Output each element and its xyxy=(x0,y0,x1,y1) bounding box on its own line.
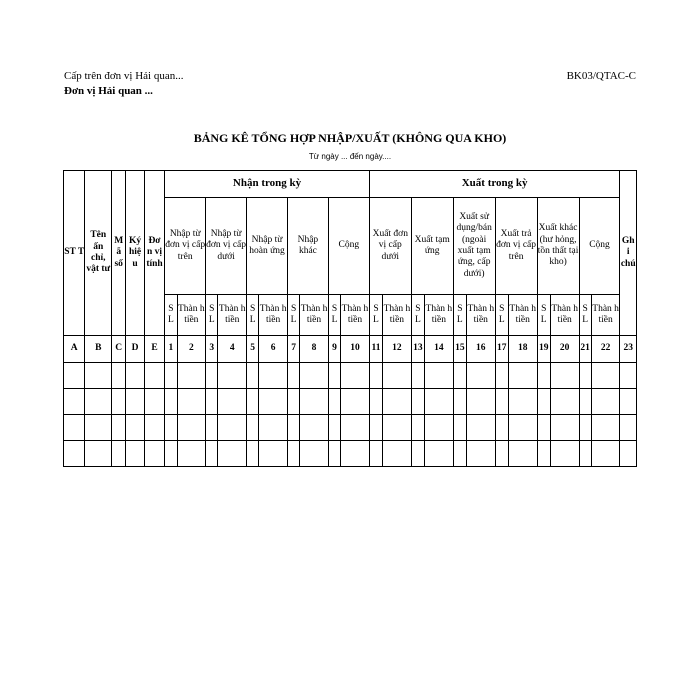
index-cell: 20 xyxy=(550,336,579,363)
amount-header: Thàn h tiền xyxy=(300,295,329,336)
table-cell[interactable] xyxy=(411,363,424,389)
table-cell[interactable] xyxy=(218,389,247,415)
receipt-col: Nhập từ đơn vị cấp trên xyxy=(165,198,206,295)
agency-label: Đơn vị Hải quan ... xyxy=(64,85,153,97)
table-cell[interactable] xyxy=(287,363,299,389)
table-cell[interactable] xyxy=(177,363,206,389)
table-cell[interactable] xyxy=(453,389,466,415)
table-cell[interactable] xyxy=(126,441,144,467)
issue-col: Xuất khác (hư hỏng, tồn thất tại kho) xyxy=(537,198,579,295)
table-row xyxy=(64,415,637,441)
amount-header: Thàn h tiền xyxy=(341,295,370,336)
table-cell[interactable] xyxy=(495,389,508,415)
table-cell[interactable] xyxy=(64,415,85,441)
amount-header: Thàn h tiền xyxy=(508,295,537,336)
table-cell[interactable] xyxy=(247,441,259,467)
table-cell[interactable] xyxy=(369,441,382,467)
period-label: Từ ngày ... đến ngày.... xyxy=(308,152,392,161)
table-cell[interactable] xyxy=(206,389,218,415)
table-cell[interactable] xyxy=(112,441,126,467)
table-cell[interactable] xyxy=(591,389,620,415)
index-cell: 6 xyxy=(259,336,288,363)
table-cell[interactable] xyxy=(620,363,637,389)
table-cell[interactable] xyxy=(383,441,412,467)
col-note: Gh i chú xyxy=(620,171,637,336)
col-code: M ã số xyxy=(112,171,126,336)
index-cell: E xyxy=(144,336,164,363)
table-cell[interactable] xyxy=(259,389,288,415)
qty-header: S L xyxy=(495,295,508,336)
table-cell[interactable] xyxy=(411,441,424,467)
table-cell[interactable] xyxy=(218,363,247,389)
issue-col: Xuất sử dụng/bán (ngoài xuất tạm ứng, cấp dưới) xyxy=(453,198,495,295)
table-cell[interactable] xyxy=(218,415,247,441)
table-cell[interactable] xyxy=(550,441,579,467)
index-cell: 15 xyxy=(453,336,466,363)
receipt-col: Nhập từ đơn vị cấp dưới xyxy=(206,198,247,295)
table-cell[interactable] xyxy=(508,363,537,389)
qty-header: S L xyxy=(537,295,550,336)
index-cell: 12 xyxy=(383,336,412,363)
issue-col: Xuất trả đơn vị cấp trên xyxy=(495,198,537,295)
table-cell[interactable] xyxy=(259,363,288,389)
index-cell: 16 xyxy=(466,336,495,363)
index-cell: A xyxy=(64,336,85,363)
table-cell[interactable] xyxy=(508,389,537,415)
table-cell[interactable] xyxy=(144,363,164,389)
issue-col: Cộng xyxy=(579,198,620,295)
table-cell[interactable] xyxy=(550,415,579,441)
table-cell[interactable] xyxy=(453,441,466,467)
table-cell[interactable] xyxy=(64,389,85,415)
receipt-col: Nhập từ hoàn ứng xyxy=(247,198,288,295)
table-cell[interactable] xyxy=(112,389,126,415)
index-cell: 1 xyxy=(165,336,177,363)
table-cell[interactable] xyxy=(620,415,637,441)
table-cell[interactable] xyxy=(341,389,370,415)
table-cell[interactable] xyxy=(537,363,550,389)
table-cell[interactable] xyxy=(383,389,412,415)
form-code: BK03/QTAC-C xyxy=(566,70,636,82)
table-cell[interactable] xyxy=(206,415,218,441)
table-cell[interactable] xyxy=(144,441,164,467)
table-cell[interactable] xyxy=(328,363,340,389)
table-cell[interactable] xyxy=(177,415,206,441)
table-cell[interactable] xyxy=(247,389,259,415)
table-cell[interactable] xyxy=(550,389,579,415)
table-cell[interactable] xyxy=(369,389,382,415)
index-cell: 19 xyxy=(537,336,550,363)
table-cell[interactable] xyxy=(85,389,112,415)
index-cell: B xyxy=(85,336,112,363)
table-cell[interactable] xyxy=(247,363,259,389)
table-cell[interactable] xyxy=(508,415,537,441)
table-cell[interactable] xyxy=(328,441,340,467)
table-cell[interactable] xyxy=(85,363,112,389)
table-cell[interactable] xyxy=(206,363,218,389)
table-cell[interactable] xyxy=(85,441,112,467)
table-cell[interactable] xyxy=(328,389,340,415)
table-cell[interactable] xyxy=(425,389,454,415)
table-cell[interactable] xyxy=(341,363,370,389)
table-row xyxy=(64,363,637,389)
amount-header: Thàn h tiền xyxy=(591,295,620,336)
table-cell[interactable] xyxy=(453,363,466,389)
table-cell[interactable] xyxy=(537,441,550,467)
table-cell[interactable] xyxy=(579,389,591,415)
issue-col: Xuất đơn vị cấp dưới xyxy=(369,198,411,295)
table-cell[interactable] xyxy=(165,363,177,389)
group-issue: Xuất trong kỳ xyxy=(369,171,620,198)
table-row xyxy=(64,441,637,467)
table-cell[interactable] xyxy=(579,415,591,441)
index-cell: 23 xyxy=(620,336,637,363)
table-cell[interactable] xyxy=(300,363,329,389)
table-cell[interactable] xyxy=(425,363,454,389)
table-cell[interactable] xyxy=(495,415,508,441)
amount-header: Thàn h tiền xyxy=(259,295,288,336)
table-cell[interactable] xyxy=(591,441,620,467)
table-cell[interactable] xyxy=(144,389,164,415)
table-cell[interactable] xyxy=(287,415,299,441)
table-cell[interactable] xyxy=(165,441,177,467)
qty-header: S L xyxy=(369,295,382,336)
table-cell[interactable] xyxy=(64,441,85,467)
index-cell: 2 xyxy=(177,336,206,363)
amount-header: Thàn h tiền xyxy=(218,295,247,336)
table-cell[interactable] xyxy=(466,441,495,467)
table-cell[interactable] xyxy=(537,389,550,415)
table-cell[interactable] xyxy=(259,441,288,467)
document-title: BẢNG KÊ TỔNG HỢP NHẬP/XUẤT (KHÔNG QUA KHO) xyxy=(193,131,507,145)
qty-header: S L xyxy=(206,295,218,336)
table-cell[interactable] xyxy=(126,389,144,415)
table-cell[interactable] xyxy=(425,441,454,467)
table-cell[interactable] xyxy=(466,363,495,389)
summary-table xyxy=(63,170,637,467)
table-cell[interactable] xyxy=(537,415,550,441)
table-cell[interactable] xyxy=(341,415,370,441)
qty-header: S L xyxy=(453,295,466,336)
table-cell[interactable] xyxy=(508,441,537,467)
qty-header: S L xyxy=(328,295,340,336)
amount-header: Thàn h tiền xyxy=(177,295,206,336)
qty-header: S L xyxy=(247,295,259,336)
amount-header: Thàn h tiền xyxy=(466,295,495,336)
table-cell[interactable] xyxy=(300,441,329,467)
index-cell: 10 xyxy=(341,336,370,363)
table-cell[interactable] xyxy=(369,363,382,389)
table-cell[interactable] xyxy=(550,363,579,389)
qty-header: S L xyxy=(579,295,591,336)
table-cell[interactable] xyxy=(579,363,591,389)
table-cell[interactable] xyxy=(259,415,288,441)
index-cell: 4 xyxy=(218,336,247,363)
table-cell[interactable] xyxy=(64,363,85,389)
table-cell[interactable] xyxy=(579,441,591,467)
table-cell[interactable] xyxy=(247,415,259,441)
table-cell[interactable] xyxy=(126,363,144,389)
col-stt: ST T xyxy=(64,171,85,336)
table-cell[interactable] xyxy=(466,389,495,415)
index-cell: 5 xyxy=(247,336,259,363)
table-cell[interactable] xyxy=(300,415,329,441)
qty-header: S L xyxy=(411,295,424,336)
header-row-groups xyxy=(64,171,637,198)
table-cell[interactable] xyxy=(383,415,412,441)
index-cell: 13 xyxy=(411,336,424,363)
table-cell[interactable] xyxy=(144,415,164,441)
table-cell[interactable] xyxy=(328,415,340,441)
table-cell[interactable] xyxy=(495,363,508,389)
index-cell: 3 xyxy=(206,336,218,363)
index-cell: C xyxy=(112,336,126,363)
table-cell[interactable] xyxy=(218,441,247,467)
table-cell[interactable] xyxy=(620,389,637,415)
amount-header: Thàn h tiền xyxy=(550,295,579,336)
table-cell[interactable] xyxy=(620,441,637,467)
table-cell[interactable] xyxy=(287,389,299,415)
col-unit: Đơ n vị tính xyxy=(144,171,164,336)
receipt-col: Cộng xyxy=(328,198,369,295)
index-cell: 8 xyxy=(300,336,329,363)
table-cell[interactable] xyxy=(591,363,620,389)
receipt-col: Nhập khác xyxy=(287,198,328,295)
table-cell[interactable] xyxy=(177,389,206,415)
table-cell[interactable] xyxy=(341,441,370,467)
qty-header: S L xyxy=(165,295,177,336)
table-cell[interactable] xyxy=(300,389,329,415)
table-cell[interactable] xyxy=(165,415,177,441)
table-cell[interactable] xyxy=(126,415,144,441)
table-cell[interactable] xyxy=(411,389,424,415)
table-cell[interactable] xyxy=(411,415,424,441)
col-name: Tên ấn chỉ, vật tư xyxy=(85,171,112,336)
table-cell[interactable] xyxy=(495,441,508,467)
index-cell: 21 xyxy=(579,336,591,363)
table-cell[interactable] xyxy=(453,415,466,441)
table-cell[interactable] xyxy=(466,415,495,441)
col-symbol: Ký hiệ u xyxy=(126,171,144,336)
table-cell[interactable] xyxy=(165,389,177,415)
table-cell[interactable] xyxy=(112,415,126,441)
index-cell: 17 xyxy=(495,336,508,363)
index-cell: 7 xyxy=(287,336,299,363)
header-row-index xyxy=(64,336,637,363)
amount-header: Thàn h tiền xyxy=(383,295,412,336)
group-receipt: Nhận trong kỳ xyxy=(165,171,370,198)
table-cell[interactable] xyxy=(383,363,412,389)
table-body xyxy=(64,363,637,467)
table-cell[interactable] xyxy=(369,415,382,441)
table-cell[interactable] xyxy=(591,415,620,441)
qty-header: S L xyxy=(287,295,299,336)
index-cell: 9 xyxy=(328,336,340,363)
index-cell: 18 xyxy=(508,336,537,363)
table-cell[interactable] xyxy=(177,441,206,467)
table-cell[interactable] xyxy=(287,441,299,467)
issue-col: Xuất tạm ứng xyxy=(411,198,453,295)
table-cell[interactable] xyxy=(206,441,218,467)
index-cell: 22 xyxy=(591,336,620,363)
table-cell[interactable] xyxy=(425,415,454,441)
table-row xyxy=(64,389,637,415)
index-cell: 14 xyxy=(425,336,454,363)
table-cell[interactable] xyxy=(112,363,126,389)
agency-parent-label: Cấp trên đơn vị Hải quan... xyxy=(64,70,184,82)
amount-header: Thàn h tiền xyxy=(425,295,454,336)
table-cell[interactable] xyxy=(85,415,112,441)
index-cell: 11 xyxy=(369,336,382,363)
index-cell: D xyxy=(126,336,144,363)
